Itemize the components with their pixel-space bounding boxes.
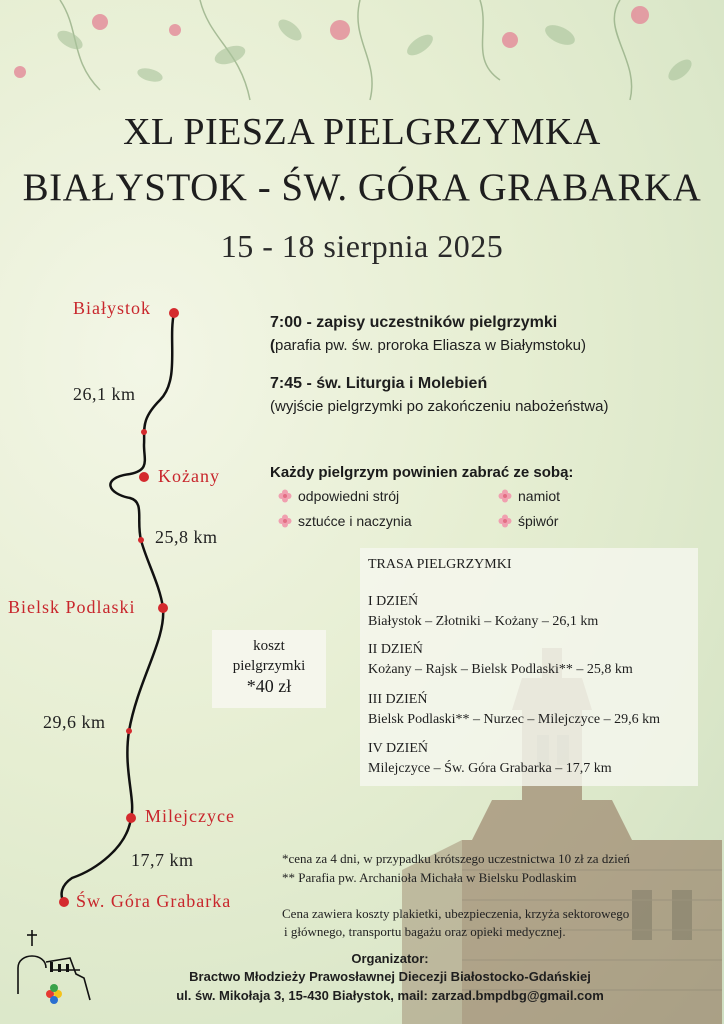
note-includes-2: i głównego, transportu bagażu oraz opieki medycznej. [284,924,566,939]
packing-item-label: śpiwór [518,513,559,529]
schedule-event: - św. Liturgia i Molebień [302,375,488,392]
title-line-1: XL PIESZA PIELGRZYMKA [123,111,601,153]
schedule-item-1 [270,314,586,354]
packing-item-label: odpowiedni strój [298,488,400,504]
packing-item [498,513,558,529]
bmp-logo [10,928,96,1008]
distance-day-4: 17,7 km [131,850,194,870]
packing-item-label: namiot [518,488,561,504]
stop-label-grabarka: Św. Góra Grabarka [76,891,232,911]
route-day-route: Bielsk Podlaski** – Nurzec – Milejczyce – 29,6 km [368,712,660,727]
note-includes-1: Cena zawiera koszty plakietki, ubezpieczenia, krzyża sektorowego [282,906,630,921]
schedule-detail: (wyjście pielgrzymki po zakończeniu nabożeństwa) [270,398,609,415]
waypoint-dot [138,537,144,543]
stop-label-milejczyce: Milejczyce [145,806,235,826]
route-day-4 [368,741,612,777]
organizer-address: ul. św. Mikołaja 3, 15-430 Białystok, mail: zarzad.bmpdbg@gmail.com [176,988,604,1003]
stop-label-kozany: Kożany [158,466,220,486]
route-day-route: Białystok – Złotniki – Kożany – 26,1 km [368,614,599,629]
note-parish: ** Parafia pw. Archanioła Michała w Bielsku Podlaskim [282,870,577,885]
organizer-name: Bractwo Młodzieży Prawosławnej Diecezji Białostocko-Gdańskiej [189,969,591,984]
schedule-item-2 [270,375,608,415]
pink-flower-icon [498,514,512,528]
route-day-3 [368,692,660,728]
route-day-route: Kożany – Rajsk – Bielsk Podlaski** – 25,8 km [368,662,633,677]
packing-item-label: sztućce i naczynia [298,513,412,529]
note-price: *cena za 4 dni, w przypadku krótszego uczestnictwa 10 zł za dzień [282,851,630,866]
cost-box [212,630,326,708]
waypoint-dot [141,429,147,435]
stop-dot-bialystok [169,308,179,318]
schedule-time: 7:45 [270,375,303,392]
distance-day-2: 25,8 km [155,527,218,547]
route-day-label: II DZIEŃ [368,642,423,657]
packing-item [278,513,412,529]
distance-day-3: 29,6 km [43,712,106,732]
cost-label-2: pielgrzymki [232,658,306,674]
schedule-time: 7:00 [270,314,303,331]
route-details-heading: TRASA PIELGRZYMKI [368,557,512,572]
route-day-label: I DZIEŃ [368,594,419,609]
route-day-label: IV DZIEŃ [368,741,429,756]
stop-dot-milejczyce [126,813,136,823]
stop-label-bialystok: Białystok [73,298,152,318]
packing-item [498,488,560,504]
pink-flower-icon [278,489,292,503]
cost-price: *40 zł [246,676,292,696]
route-day-label: III DZIEŃ [368,692,428,707]
stop-dot-bielsk [158,603,168,613]
route-day-2 [368,642,633,678]
pink-flower-icon [498,489,512,503]
route-details-box [360,548,698,786]
stop-label-bielsk: Bielsk Podlaski [8,597,136,617]
distance-day-1: 26,1 km [73,384,136,404]
schedule-event: - zapisy uczestników pielgrzymki [302,314,558,331]
packing-heading: Każdy pielgrzym powinien zabrać ze sobą: [270,464,574,481]
route-day-1 [368,594,598,630]
cost-label-1: koszt [253,638,285,654]
stop-dot-grabarka [59,897,69,907]
route-day-route: Milejczyce – Św. Góra Grabarka – 17,7 km [368,761,612,776]
title-line-2: BIAŁYSTOK - ŚW. GÓRA GRABARKA [22,166,702,209]
stop-dot-kozany [139,472,149,482]
floral-decoration [0,0,724,110]
waypoint-dot [126,728,132,734]
dates: 15 - 18 sierpnia 2025 [220,228,504,264]
packing-item [278,488,399,504]
schedule-bracket: ( [270,337,275,354]
schedule-detail: parafia pw. św. proroka Eliasza w Białymstoku) [275,337,586,354]
pink-flower-icon [278,514,292,528]
organizer-heading: Organizator: [351,951,429,966]
